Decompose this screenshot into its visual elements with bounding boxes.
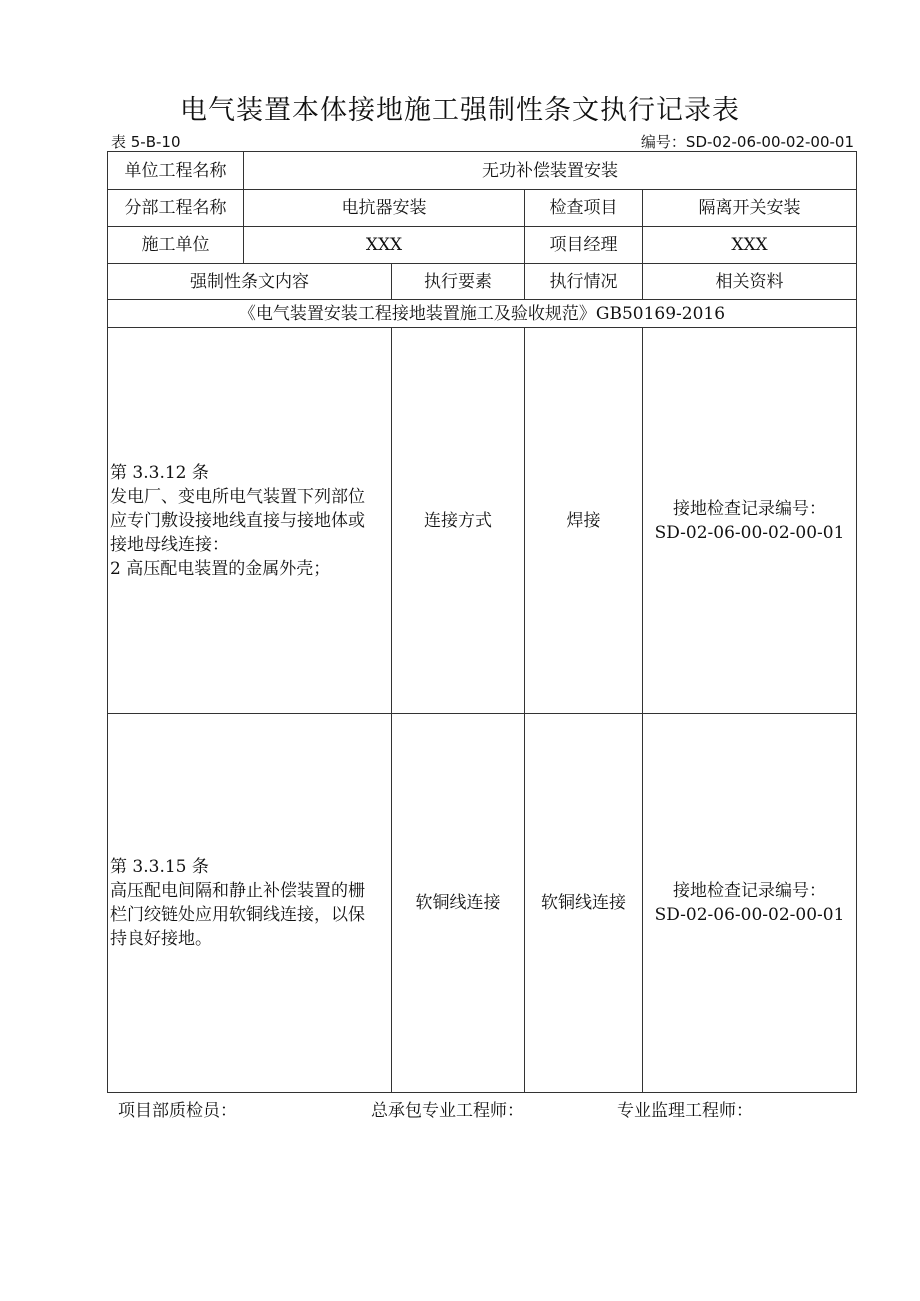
clause-line: 持良好接地。: [110, 929, 212, 949]
table-row: [108, 328, 857, 714]
materials-line: 接地检查记录编号：: [673, 498, 826, 519]
standard-row: [108, 300, 857, 328]
sub-project-label: 分部工程名称: [108, 190, 244, 227]
serial-number: 编号：SD-02-06-00-02-00-01: [640, 133, 854, 151]
clause-line: 栏门绞链处应用软铜线连接，以保: [110, 905, 365, 925]
project-manager-value: XXX: [643, 227, 857, 264]
materials-line: SD-02-06-00-02-00-01: [654, 905, 845, 925]
construction-unit-value: XXX: [244, 227, 525, 264]
qc-inspector-signature: 项目部质检员：: [118, 1101, 237, 1121]
column-header-elements: 执行要素: [392, 264, 525, 300]
sub-project-row: [108, 190, 857, 227]
clause-line: 2 高压配电装置的金属外壳；: [110, 558, 331, 579]
document-title: 电气装置本体接地施工强制性条文执行记录表: [180, 95, 740, 126]
standard-reference: 《电气装置安装工程接地装置施工及验收规范》GB50169-2016: [108, 300, 857, 328]
supervision-engineer-signature: 专业监理工程师：: [617, 1101, 753, 1121]
clause-line: 发电厂、变电所电气装置下列部位: [110, 486, 365, 507]
inspection-item-value: 隔离开关安装: [643, 190, 857, 227]
column-header-materials: 相关资料: [643, 264, 857, 300]
clause-line: 接地母线连接：: [110, 534, 229, 555]
clause-content: [108, 714, 392, 1093]
execution-element: 软铜线连接: [392, 714, 525, 1093]
construction-unit-label: 施工单位: [108, 227, 244, 264]
record-table: [107, 151, 857, 1093]
clause-line: 第 3.3.15 条: [110, 857, 209, 877]
clause-content: [108, 328, 392, 714]
inspection-item-label: 检查项目: [525, 190, 643, 227]
form-number: 表 5-B-10: [111, 133, 181, 151]
related-materials: [643, 328, 857, 714]
table-row: [108, 714, 857, 1093]
materials-line: 接地检查记录编号：: [673, 881, 826, 901]
unit-project-row: [108, 152, 857, 190]
column-header-row: [108, 264, 857, 300]
materials-line: SD-02-06-00-02-00-01: [654, 522, 845, 543]
related-materials: [643, 714, 857, 1093]
execution-status: 焊接: [525, 328, 643, 714]
column-header-status: 执行情况: [525, 264, 643, 300]
clause-line: 高压配电间隔和静止补偿装置的栅: [110, 881, 365, 901]
project-manager-label: 项目经理: [525, 227, 643, 264]
column-header-content: 强制性条文内容: [108, 264, 392, 300]
unit-project-label: 单位工程名称: [108, 152, 244, 190]
execution-status: 软铜线连接: [525, 714, 643, 1093]
unit-project-value: 无功补偿装置安装: [244, 152, 857, 190]
sub-project-value: 电抗器安装: [244, 190, 525, 227]
clause-line: 应专门敷设接地线直接与接地体或: [110, 510, 365, 531]
construction-unit-row: [108, 227, 857, 264]
execution-element: 连接方式: [392, 328, 525, 714]
gc-engineer-signature: 总承包专业工程师：: [371, 1101, 524, 1121]
clause-line: 第 3.3.12 条: [110, 462, 209, 483]
